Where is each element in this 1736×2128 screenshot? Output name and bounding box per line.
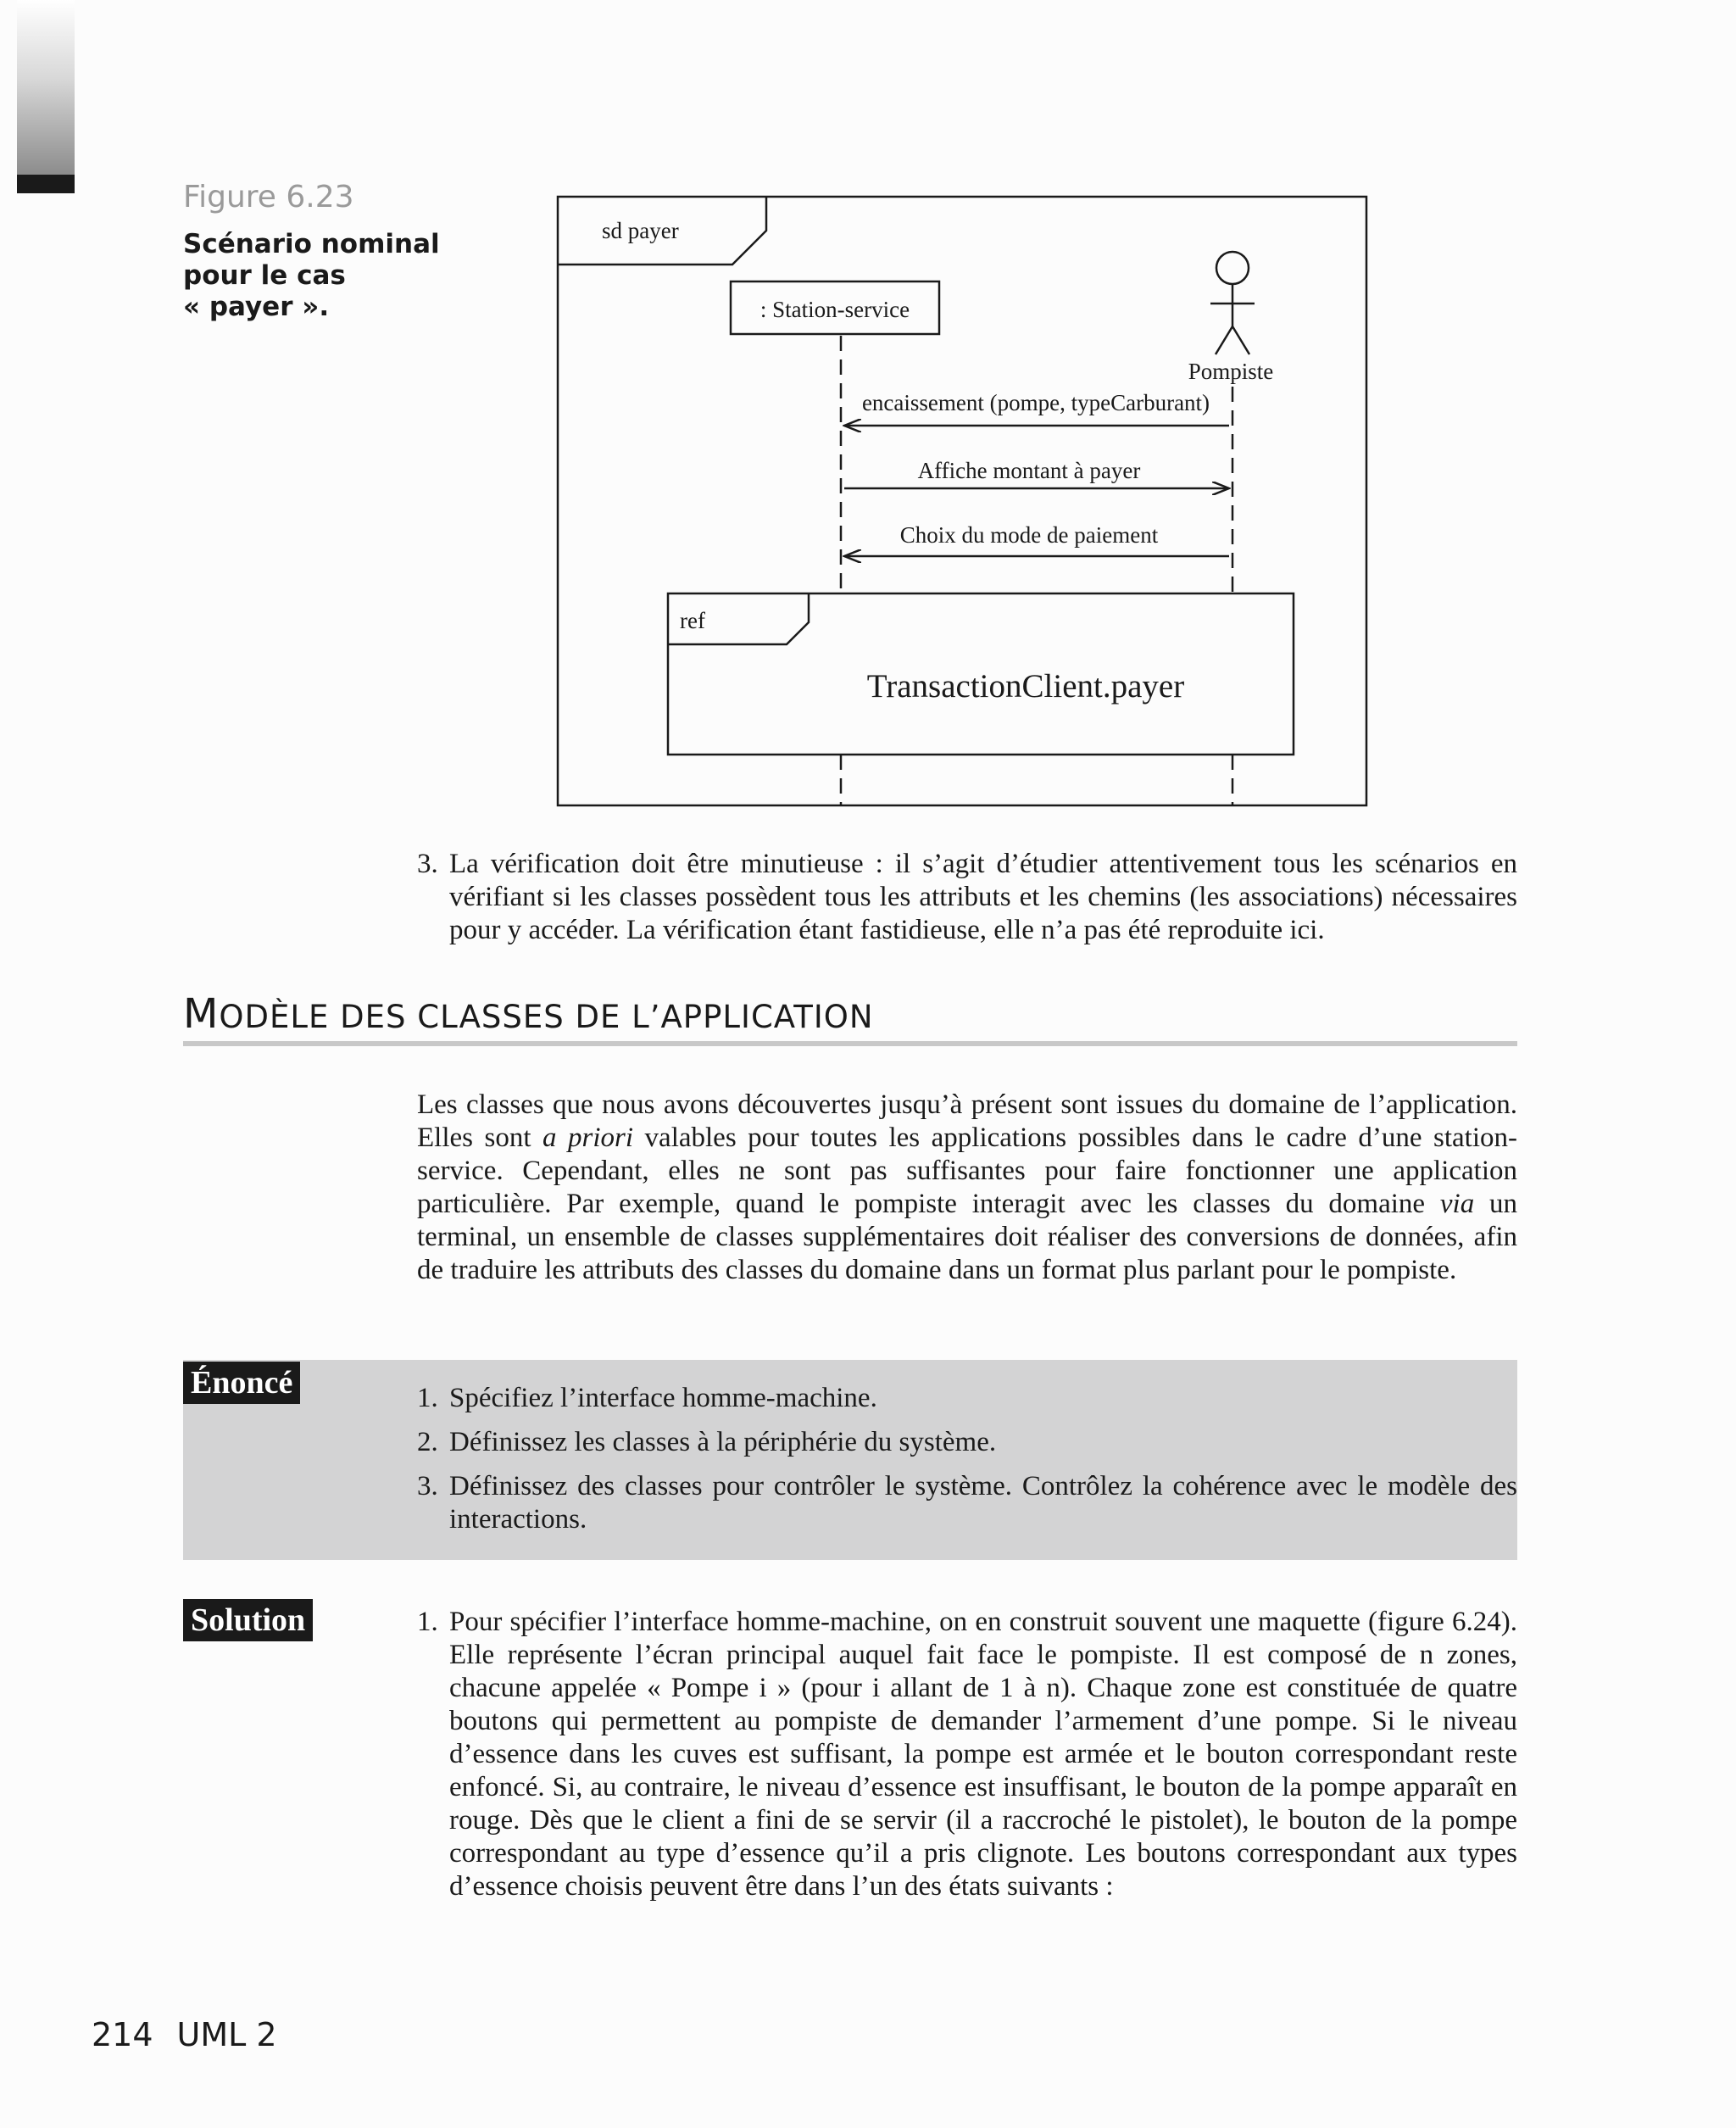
sequence-diagram — [0, 0, 1736, 848]
list-item-number: 1. — [417, 1607, 438, 1637]
page-footer — [92, 2016, 301, 2053]
solution-label: Solution — [183, 1599, 313, 1641]
list-item — [417, 1606, 1517, 1903]
list-item-text: Définissez les classes à la périphérie du système. — [449, 1427, 997, 1457]
frame-label: sd payer — [602, 218, 679, 243]
list-item-text: Spécifiez l’interface homme-machine. — [449, 1383, 877, 1413]
section-heading-rest: ODÈLE DES CLASSES DE L’APPLICATION — [219, 999, 874, 1035]
intro-italic: a priori — [542, 1122, 634, 1153]
list-item-text: Pour spécifier l’interface homme-machine, on en construit souvent une maquette (figure 6.24). Elle représente l’écran principal auquel fait face le pompiste. Il est composé de n zones, chacune appelée « Pompe i » (pour i allant de 1 à n). Chaque zone est constituée de quatre boutons qui permettent au pompiste de demander l’armement d’une pompe. Si le niveau d’essence dans les cuves est suffisant, la pompe est armée et le bouton correspondant reste enfoncé. Si, au contraire, le niveau d’essence est insuffisant, le bouton de la pompe apparaît en rouge. Dès que le client a fini de se servir (il a raccroché le pistolet), le bouton de la pompe correspondant au type d’essence qu’il a pris clignote. Les boutons correspondant aux types d’essence choisis peuvent être dans l’un des états suivants : — [449, 1607, 1517, 1902]
intro-text: un terminal, un ensemble de classes supplémentaires doit réaliser des conversions de données, afin de traduire les attributs des classes du domaine dans un format plus parlant pour le pompiste. — [417, 1189, 1518, 1285]
section-heading-initial: M — [183, 990, 220, 1038]
book-title: UML 2 — [176, 2016, 277, 2053]
list-item-text: La vérification doit être minutieuse : il s’agit d’étudier attentivement tous les scénarios en vérifiant si les classes possèdent tous les attributs et les chemins (les associations) nécessaires pour y accéder. La vérification étant fastidieuse, elle n’a pas été reproduite ici. — [449, 849, 1517, 945]
lifeline-object-label: : Station-service — [760, 297, 910, 322]
figure-caption-line: « payer ». — [183, 292, 330, 322]
ref-label: ref — [680, 608, 705, 633]
ref-text: TransactionClient.payer — [866, 668, 1185, 705]
list-item-number: 3. — [417, 849, 438, 879]
section-divider — [183, 1041, 1517, 1046]
list-item — [417, 1426, 1517, 1459]
section-heading — [183, 990, 874, 1038]
actor-icon — [1210, 252, 1255, 354]
page-number: 214 — [92, 2016, 153, 2053]
message-label: Affiche montant à payer — [917, 458, 1141, 483]
intro-text: valables pour toutes les applications possibles dans le cadre d’une station-service. Cependant, elles ne sont pas suffisantes pour faire fonctionner une application particulière. Par exemple, quand le pompiste interagit avec les classes du domaine — [417, 1122, 1517, 1219]
intro-paragraph — [417, 1089, 1517, 1287]
list-item-text: Définissez des classes pour contrôler le système. Contrôlez la cohérence avec le modèle des interactions. — [449, 1471, 1517, 1535]
enonce-label: Énoncé — [183, 1362, 300, 1404]
intro-italic: via — [1439, 1189, 1475, 1219]
message-label: encaissement (pompe, typeCarburant) — [861, 390, 1210, 415]
list-item — [417, 1470, 1517, 1536]
list-item — [417, 848, 1517, 947]
list-item-number: 1. — [417, 1383, 438, 1413]
list-item — [417, 1382, 1517, 1415]
actor-label: Pompiste — [1188, 359, 1274, 384]
intro-text: Les classes que nous avons découvertes jusqu’à présent sont issues du domaine de l’application. Elles sont — [417, 1089, 1517, 1153]
message-label: Choix du mode de paiement — [899, 522, 1159, 548]
list-item-number: 3. — [417, 1471, 438, 1501]
list-item-number: 2. — [417, 1427, 438, 1457]
figure-caption-line: Scénario nominal — [183, 229, 440, 259]
figure-number: Figure 6.23 — [183, 180, 354, 214]
figure-caption-line: pour le cas — [183, 260, 346, 291]
